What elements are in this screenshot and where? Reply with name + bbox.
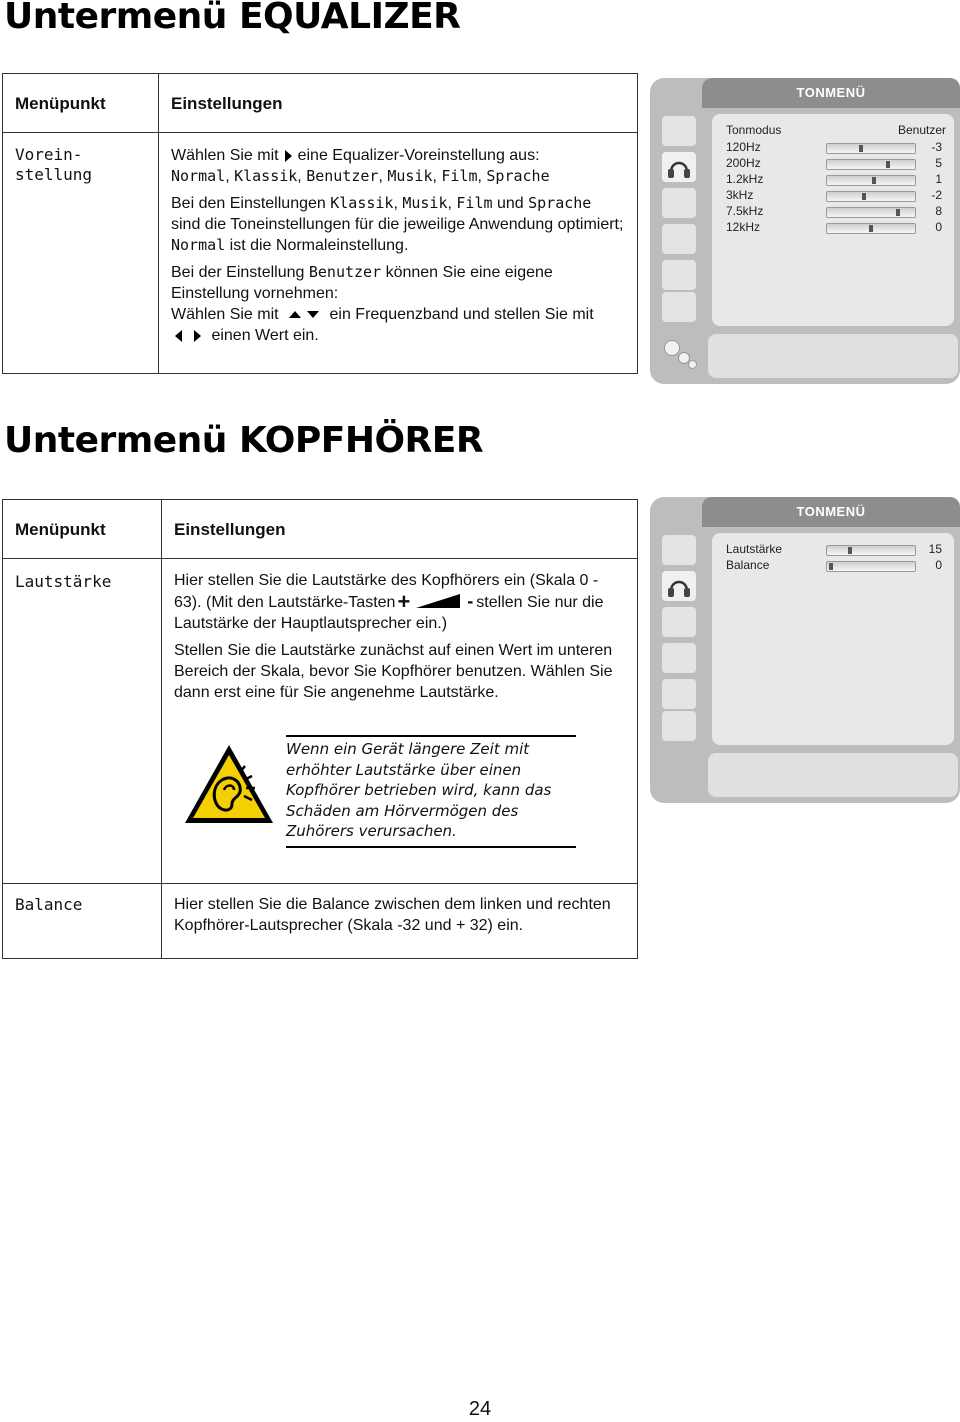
text: Hier stellen Sie die Lautstärke des Kopfhörers ein (Skala 0 - 63). (Mit den Lautstärke-Tasten [174, 572, 599, 611]
tv-row [726, 156, 942, 172]
tv-slider[interactable] [826, 159, 916, 170]
tv-slider[interactable] [826, 191, 916, 202]
tv-header-row [726, 123, 946, 139]
tv-slider-knob[interactable] [872, 177, 876, 184]
tv-menu-kopfhoerer [650, 497, 960, 803]
page-number: 24 [468, 1398, 492, 1420]
tv-slider-knob[interactable] [886, 161, 890, 168]
warning-text-content: Wenn ein Gerät längere Zeit mit erhöhter Lautstärke über einen Kopfhörer betrieben wird, kann das Schäden am Hörvermögen des Zuhörers verursachen. [286, 740, 552, 840]
section-title-kopfhoerer: Untermenü KOPFHÖRER [4, 420, 484, 461]
tv-slider-knob[interactable] [869, 225, 873, 232]
tv-row-label: 200Hz [726, 156, 761, 170]
tv-slider[interactable] [826, 223, 916, 234]
preset-benutzer: Benutzer [306, 167, 379, 185]
tv-tab [702, 497, 960, 527]
tv-slider[interactable] [826, 545, 916, 556]
balance-paragraph: Hier stellen Sie die Balance zwischen dem linken und rechten Kopfhörer-Lautsprecher (Skala -32 und + 32) ein. [174, 896, 611, 934]
tv-side-icon [662, 116, 696, 146]
tv-row-value: 0 [935, 220, 942, 234]
tv-row-label: 3kHz [726, 188, 754, 202]
tv-slider-knob[interactable] [896, 209, 900, 216]
tv-row-value: 1 [935, 172, 942, 186]
tv-mode-value: Benutzer [897, 123, 946, 137]
preset-musik: Musik [387, 167, 433, 185]
up-arrow-icon [289, 311, 301, 318]
text: Bei den Einstellungen [171, 195, 326, 212]
menu-item-lautstaerke: Lautstärke [15, 572, 112, 591]
text: ein Frequenzband und stellen Sie mit [329, 306, 594, 323]
text: und [496, 195, 524, 212]
preset-ref: Musik [402, 194, 448, 212]
tv-side-icon [662, 224, 696, 254]
preset-ref: Klassik [330, 194, 394, 212]
tv-row [726, 188, 942, 204]
tv-row [726, 140, 942, 156]
preset-sprache: Sprache [486, 167, 550, 185]
warning-text [286, 735, 576, 848]
right-arrow-icon [194, 330, 201, 342]
text: ist die Normaleinstellung. [229, 237, 409, 254]
kopf-paragraph-2: Stellen Sie die Lautstärke zunächst auf einen Wert im unteren Bereich der Skala, bevor Sie Kopfhörer benutzen. Wählen Sie dann erst eine für Sie angenehme Lautstärke. [174, 642, 613, 701]
preset-ref: Sprache [528, 194, 592, 212]
tv-panel [712, 114, 954, 326]
kopf-paragraph-1 [174, 570, 625, 634]
eq-paragraph-1: Wählen Sie mit eine Equalizer-Voreinstellung aus: Normal, Klassik, Benutzer, Musik, Film, Sprache [171, 147, 550, 185]
tv-panel [712, 533, 954, 745]
tv-row-value: 5 [935, 156, 942, 170]
tv-row [726, 542, 942, 558]
eq-paragraph-3 [171, 262, 625, 346]
tv-row-label: 7.5kHz [726, 204, 764, 218]
tv-mode-label: Tonmodus [726, 123, 782, 137]
tv-bottom-bar [708, 334, 958, 378]
preset-ref: Benutzer [308, 263, 382, 281]
headphone-icon [662, 152, 696, 182]
tv-bottom-bar [708, 753, 958, 797]
section-title-equalizer: Untermenü EQUALIZER [4, 0, 461, 37]
tv-row-value: -3 [931, 140, 942, 154]
hearing-warning-icon [182, 742, 276, 830]
tv-row-value: 0 [935, 558, 942, 572]
tv-slider[interactable] [826, 561, 916, 572]
tv-side-icon [662, 679, 696, 709]
tv-tab-label: TONMENÜ [796, 504, 866, 519]
headphone-icon [662, 571, 696, 601]
tv-side-icon [662, 260, 696, 290]
kopfhoerer-table [2, 499, 638, 959]
text: einen Wert ein. [211, 327, 319, 344]
minus-icon: - [467, 591, 474, 611]
col-header-einstellungen: Einstellungen [162, 500, 638, 559]
tv-side-icon [662, 535, 696, 565]
text: können Sie eine eigene Einstellung vornehmen: [171, 264, 553, 302]
tv-tab-label: TONMENÜ [796, 85, 866, 100]
tv-side-icon [662, 711, 696, 741]
tv-row [726, 172, 942, 188]
col-header-menupunkt: Menüpunkt [3, 500, 162, 559]
tv-row-value: 8 [935, 204, 942, 218]
tv-slider-knob[interactable] [848, 547, 852, 554]
tv-row-label: 12kHz [726, 220, 761, 234]
left-arrow-icon [175, 330, 182, 342]
text: stellen Sie nur die Lautstärke der Hauptlautsprecher ein.) [174, 594, 604, 632]
tv-row-label: 120Hz [726, 140, 761, 154]
equalizer-table [2, 73, 638, 374]
tv-slider[interactable] [826, 207, 916, 218]
right-arrow-icon [285, 150, 292, 162]
tv-slider-knob[interactable] [862, 193, 866, 200]
text: Wählen Sie mit [171, 147, 279, 164]
preset-film: Film [441, 167, 478, 185]
tv-side-icon [662, 607, 696, 637]
tv-menu-equalizer [650, 78, 960, 384]
tv-side-icon [662, 643, 696, 673]
tv-row-value: -2 [931, 188, 942, 202]
volume-wedge-icon [416, 594, 460, 608]
menu-item-balance: Balance [15, 895, 83, 914]
tv-row-label: Balance [726, 558, 770, 572]
tv-row-label: 1.2kHz [726, 172, 764, 186]
text: Bei der Einstellung [171, 264, 305, 281]
tv-row [726, 558, 942, 574]
menu-item-voreinstellung: Vorein- stellung [15, 145, 93, 184]
tv-tab [702, 78, 960, 108]
preset-ref: Normal [171, 236, 226, 254]
text: sind die Toneinstellungen für die jeweilige Anwendung optimiert; [171, 216, 624, 233]
tv-side-icon [662, 292, 696, 322]
text: eine Equalizer-Voreinstellung aus: [297, 147, 540, 164]
eq-paragraph-2: Bei den Einstellungen Klassik, Musik, Film und Sprache sind die Toneinstellungen für die jeweilige Anwendung optimiert; Normal ist die Normaleinstellung. [171, 194, 624, 254]
preset-klassik: Klassik [234, 167, 298, 185]
text: Wählen Sie mit [171, 306, 279, 323]
col-header-einstellungen: Einstellungen [159, 74, 638, 133]
tv-side-icon [662, 188, 696, 218]
tv-row-value: 15 [928, 542, 942, 556]
tv-slider[interactable] [826, 143, 916, 154]
down-arrow-icon [307, 311, 319, 318]
plus-icon: + [397, 589, 411, 614]
tv-row [726, 220, 942, 236]
preset-ref: Film [456, 194, 493, 212]
tv-slider-knob[interactable] [829, 563, 833, 570]
col-header-menupunkt: Menüpunkt [3, 74, 159, 133]
tv-row-label: Lautstärke [726, 542, 783, 556]
preset-normal: Normal [171, 167, 226, 185]
tv-row [726, 204, 942, 220]
tv-slider[interactable] [826, 175, 916, 186]
tv-slider-knob[interactable] [859, 145, 863, 152]
